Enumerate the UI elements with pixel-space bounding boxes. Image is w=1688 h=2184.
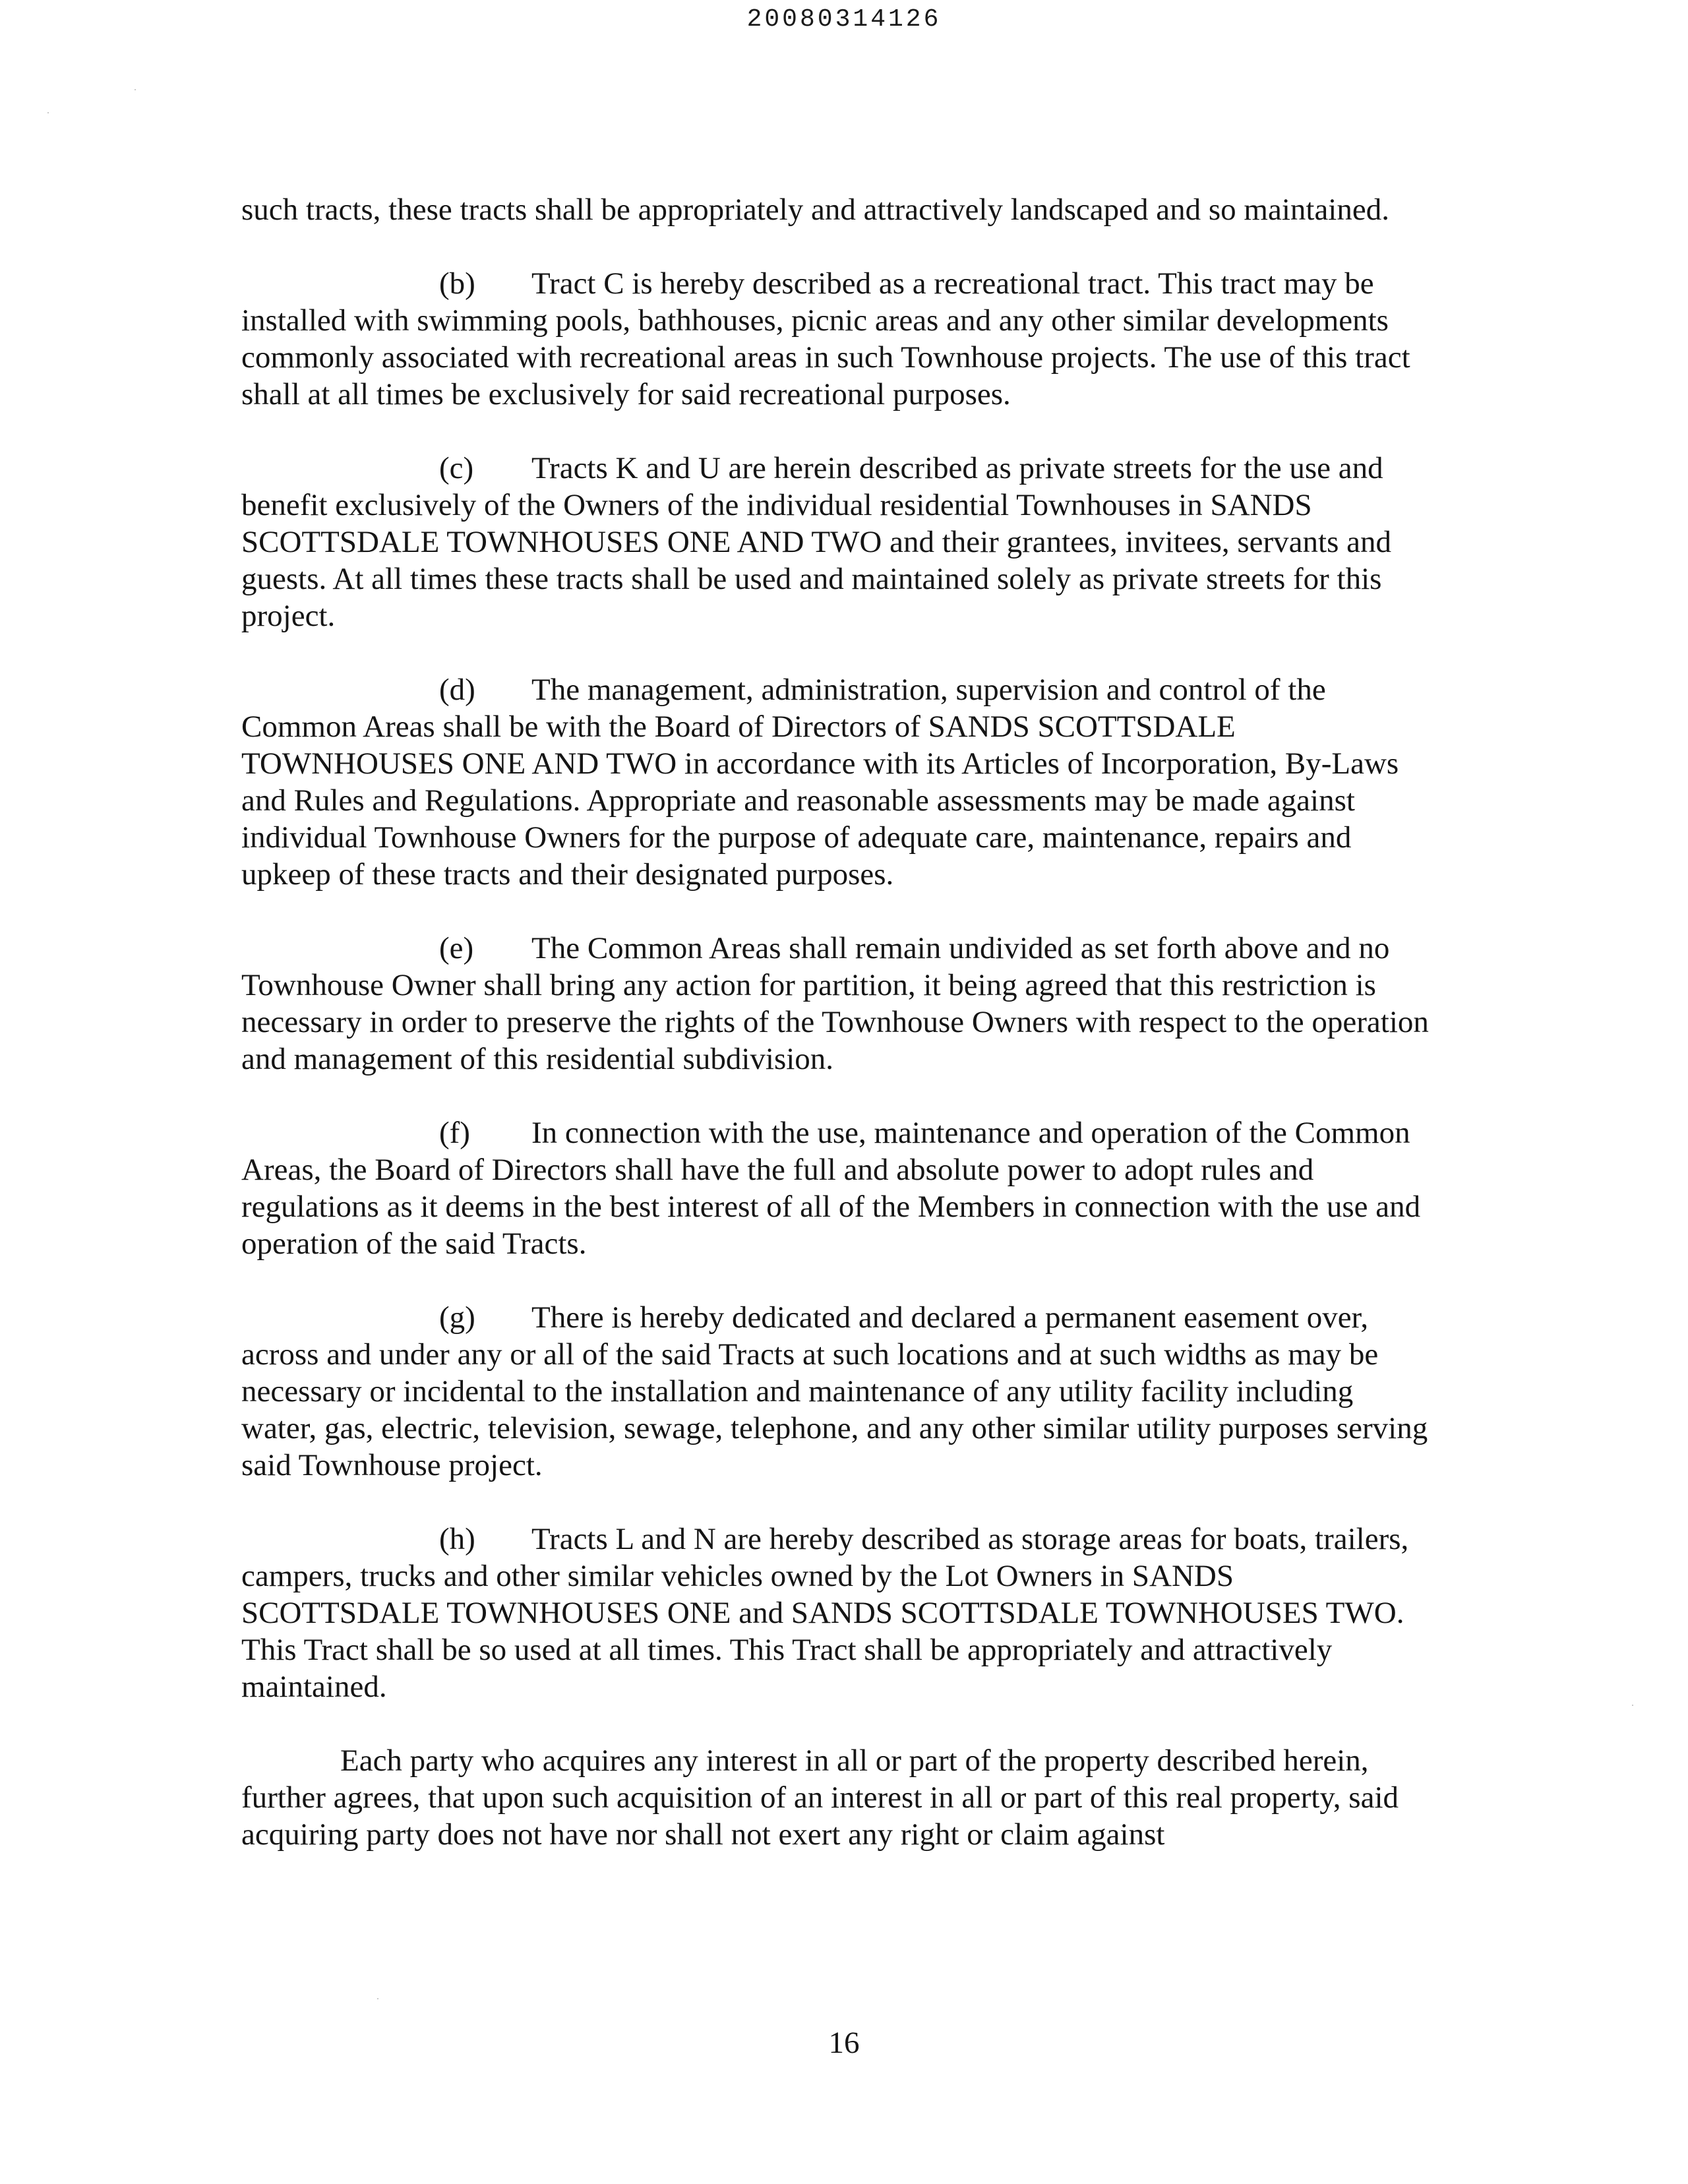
item-c-text: Tracts K and U are herein described as private streets for the use and benefit exclusively of the Owners of the individual residential Townhouses in SANDS SCOTTSDALE TOWNHOUSES ONE AND TWO and their grantees, invitees, servants and guests. At all times these tracts shall be used and maintained solely as private streets for this project.	[241, 451, 1391, 633]
item-b-paragraph	[241, 265, 1435, 413]
document-number: 20080314126	[746, 5, 942, 34]
item-g-text: There is hereby dedicated and declared a permanent easement over, across and under any or all of the said Tracts at such locations and at such widths as may be necessary or incidental to the installation and maintenance of any utility facility including water, gas, electric, television, sewage, telephone, and any other similar utility purposes serving said Townhouse project.	[241, 1300, 1428, 1482]
item-h-paragraph	[241, 1521, 1435, 1705]
page-number: 16	[828, 2026, 860, 2060]
item-h-label: (h)	[439, 1522, 475, 1556]
item-c-paragraph	[241, 450, 1435, 634]
opening-paragraph: such tracts, these tracts shall be appropriately and attractively landscaped and so maintained.	[241, 193, 1389, 227]
item-d-text: The management, administration, supervision and control of the Common Areas shall be with the Board of Directors of SANDS SCOTTSDALE TOWNHOUSES ONE AND TWO in accordance with its Articles of Incorporation, By-Laws and Rules and Regulations. Appropriate and reasonable assessments may be made against individual Townhouse Owners for the purpose of adequate care, maintenance, repairs and upkeep of these tracts and their designated purposes.	[241, 673, 1399, 892]
item-e-label: (e)	[439, 931, 474, 965]
item-c-label: (c)	[439, 451, 474, 485]
item-f-text: In connection with the use, maintenance and operation of the Common Areas, the Board of Directors shall have the full and absolute power to adopt rules and regulations as it deems in the best interest of all of the Members in connection with the use and operation of the said Tracts.	[241, 1116, 1421, 1261]
item-e-paragraph	[241, 930, 1435, 1077]
scan-speck	[47, 112, 49, 113]
item-g-paragraph	[241, 1299, 1435, 1484]
scan-speck	[377, 1998, 378, 1999]
item-d-paragraph	[241, 671, 1435, 893]
document-body	[241, 191, 1435, 1890]
scan-speck	[135, 89, 136, 90]
item-b-label: (b)	[439, 266, 475, 301]
closing-paragraph: Each party who acquires any interest in all or part of the property described herein, further agrees, that upon such acquisition of an interest in all or part of this real property, said acquiring party does not have nor shall not exert any right or claim against	[241, 1744, 1399, 1852]
scan-speck	[1632, 1705, 1633, 1706]
item-b-text: Tract C is hereby described as a recreational tract. This tract may be installed with swimming pools, bathhouses, picnic areas and any other similar developments commonly associated with recreational areas in such Townhouse projects. The use of this tract shall at all times be exclusively for said recreational purposes.	[241, 266, 1410, 411]
item-g-label: (g)	[439, 1300, 475, 1335]
item-f-paragraph	[241, 1114, 1435, 1262]
item-h-text: Tracts L and N are hereby described as storage areas for boats, trailers, campers, trucks and other similar vehicles owned by the Lot Owners in SANDS SCOTTSDALE TOWNHOUSES ONE and SANDS SCOTTSDALE TOWNHOUSES TWO. This Tract shall be so used at all times. This Tract shall be appropriately and attractively maintained.	[241, 1522, 1409, 1704]
item-d-label: (d)	[439, 673, 475, 707]
item-e-text: The Common Areas shall remain undivided as set forth above and no Townhouse Owner shall bring any action for partition, it being agreed that this restriction is necessary in order to preserve the rights of the Townhouse Owners with respect to the operation and management of this residential subdivision.	[241, 931, 1429, 1076]
item-f-label: (f)	[439, 1116, 470, 1150]
